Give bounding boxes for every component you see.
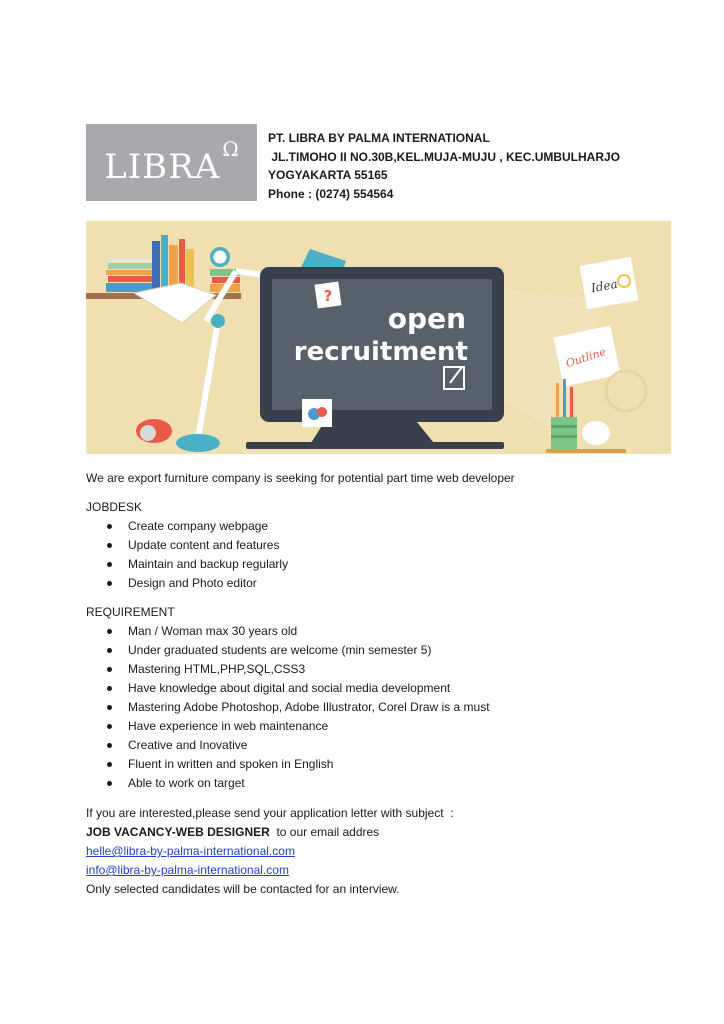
requirement-list — [86, 622, 490, 793]
list-item: Update content and features — [86, 536, 288, 555]
banner-note-question: ? — [323, 287, 333, 305]
email-subject-suffix: to our email addres — [269, 825, 380, 839]
jobdesk-list — [86, 517, 288, 593]
list-item: Maintain and backup regularly — [86, 555, 288, 574]
email-link-helle[interactable]: helle@libra-by-palma-international.com — [86, 844, 295, 858]
email-subject: JOB VACANCY-WEB DESIGNER — [86, 825, 270, 839]
list-item: Mastering HTML,PHP,SQL,CSS3 — [86, 660, 490, 679]
banner-note-idea: Idea — [589, 276, 619, 296]
company-logo — [86, 124, 257, 201]
intro-text: We are export furniture company is seeking for potential part time web developer — [86, 471, 515, 485]
list-item: Fluent in written and spoken in English — [86, 755, 490, 774]
company-info — [268, 129, 620, 203]
list-item: Have experience in web maintenance — [86, 717, 490, 736]
list-item: Man / Woman max 30 years old — [86, 622, 490, 641]
list-item: Mastering Adobe Photoshop, Adobe Illustrator, Corel Draw is a must — [86, 698, 490, 717]
contact-instruction: If you are interested,please send your application letter with subject : — [86, 806, 454, 820]
logo-symbol: Ω — [222, 136, 239, 161]
list-item: Creative and Inovative — [86, 736, 490, 755]
company-name: PT. LIBRA BY PALMA INTERNATIONAL — [268, 131, 490, 145]
company-phone: Phone : (0274) 554564 — [268, 186, 394, 201]
requirement-section — [86, 603, 490, 793]
contact-closing: Only selected candidates will be contacted for an interview. — [86, 882, 400, 896]
list-item: Design and Photo editor — [86, 574, 288, 593]
list-item: Have knowledge about digital and social media development — [86, 679, 490, 698]
contact-section — [86, 804, 454, 899]
logo-text: LIBRA — [104, 146, 221, 187]
jobdesk-section — [86, 498, 288, 593]
email-link-info[interactable]: info@libra-by-palma-international.com — [86, 863, 289, 877]
list-item: Able to work on target — [86, 774, 490, 793]
company-address: JL.TIMOHO II NO.30B,KEL.MUJA-MUJU , KEC.UMBULHARJO — [268, 149, 621, 164]
banner-note-outline: Outline — [564, 345, 608, 371]
list-item: Create company webpage — [86, 517, 288, 536]
open-recruitment-banner — [86, 221, 671, 454]
list-item: Under graduated students are welcome (min semester 5) — [86, 641, 490, 660]
contact-subject-line — [86, 823, 454, 842]
banner-title-line1: open — [387, 302, 466, 335]
company-city: YOGYAKARTA 55165 — [268, 168, 388, 183]
banner-title-line2: recruitment — [293, 337, 468, 367]
jobdesk-heading: JOBDESK — [86, 500, 143, 514]
requirement-heading: REQUIREMENT — [86, 605, 175, 619]
